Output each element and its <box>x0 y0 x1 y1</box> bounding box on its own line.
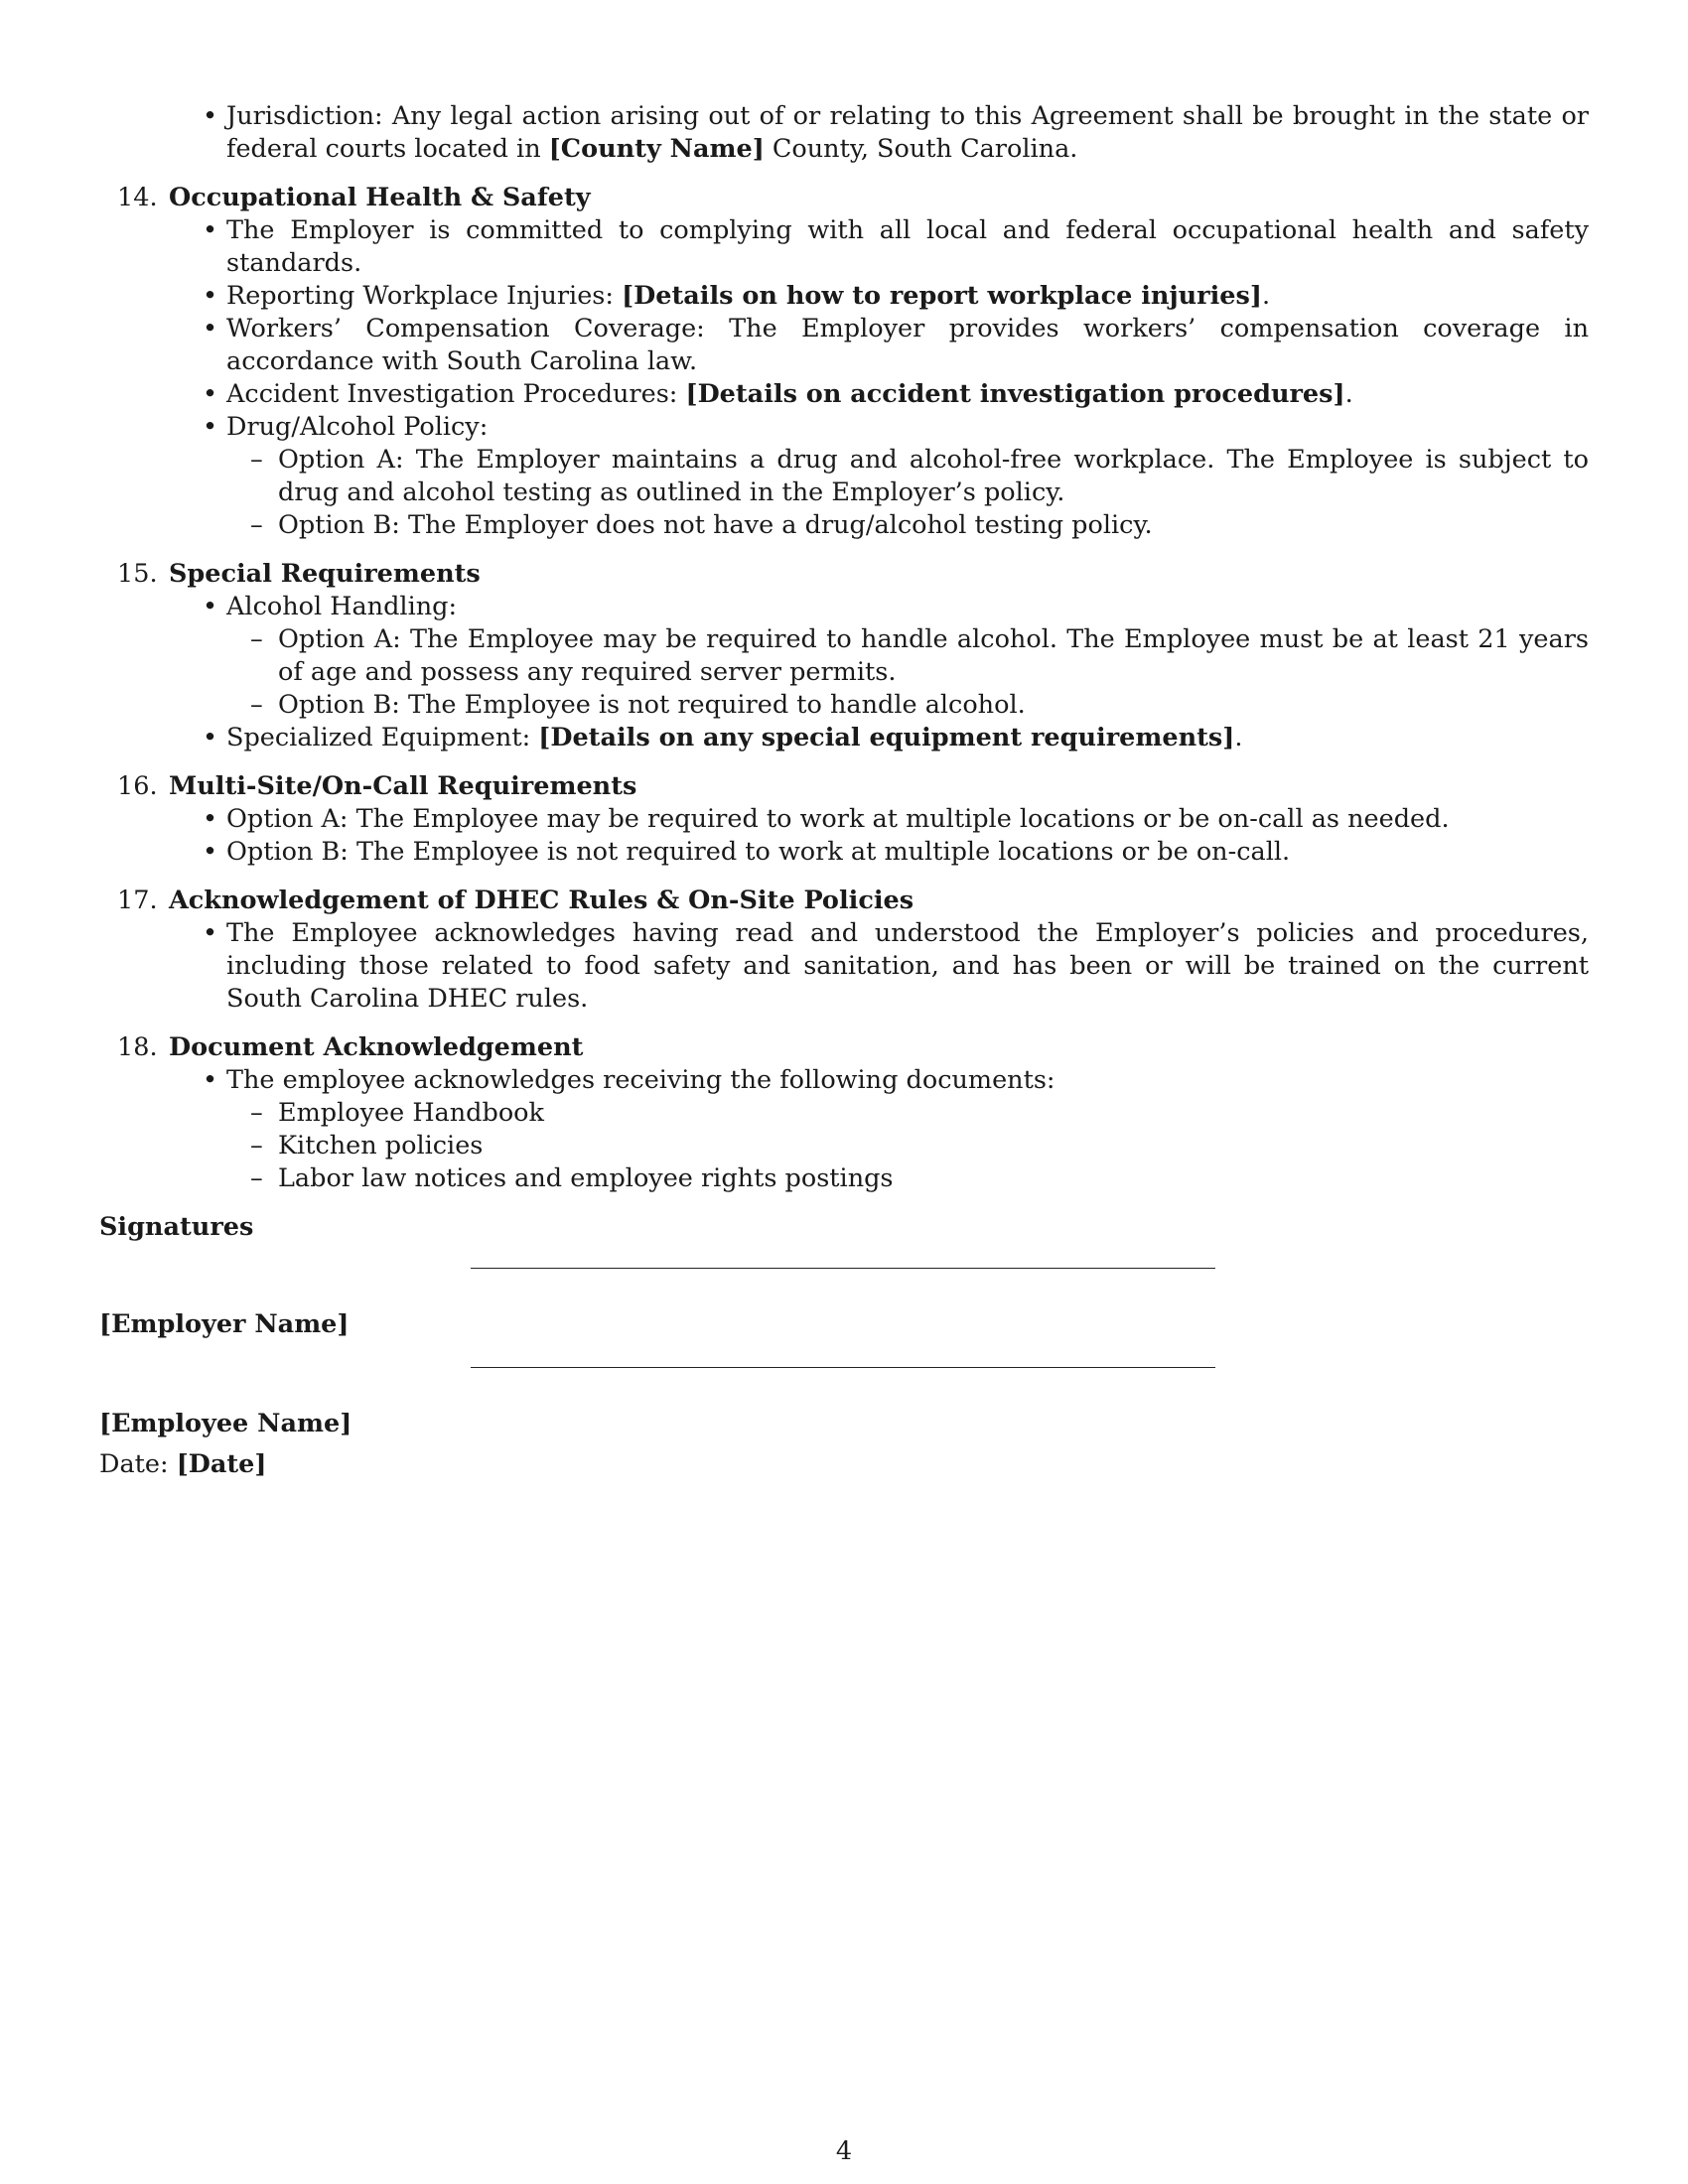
item-label: Alcohol Handling: <box>226 592 458 621</box>
section-title: Document Acknowledgement <box>169 1032 584 1062</box>
section-number: 15. <box>117 559 158 589</box>
employee-name-placeholder: [Employee Name] <box>99 1409 352 1438</box>
section-16-list <box>226 803 1589 869</box>
equipment-details-placeholder: [Details on any special equipment requirements] <box>538 723 1235 752</box>
injury-details-placeholder: [Details on how to report workplace injuries] <box>622 281 1262 311</box>
drug-policy-options <box>278 444 1589 542</box>
county-placeholder: [County Name] <box>548 134 765 164</box>
signatures-heading: Signatures <box>99 1212 254 1242</box>
option-item: – Option B: The Employee is not required to handle alcohol. <box>278 689 1589 722</box>
document-content <box>99 100 1589 1481</box>
item-suffix: . <box>1234 723 1243 752</box>
accident-details-placeholder: [Details on accident investigation procedures] <box>685 379 1345 409</box>
section-number: 18. <box>117 1032 158 1062</box>
jurisdiction-suffix: County, South Carolina. <box>764 134 1078 164</box>
document-item: – Employee Handbook <box>278 1097 1589 1130</box>
section-number: 16. <box>117 771 158 801</box>
option-item: – Option A: The Employer maintains a drug and alcohol-free workplace. The Employee is subject to drug and alcohol testing as outlined in the Employer’s policy. <box>278 444 1589 509</box>
item-label: The employee acknowledges receiving the following documents: <box>226 1065 1055 1095</box>
document-item: – Kitchen policies <box>278 1130 1589 1162</box>
section-15-heading <box>117 558 1589 591</box>
page-number: 4 <box>835 2136 853 2166</box>
list-item <box>226 378 1589 411</box>
list-item <box>226 722 1589 754</box>
list-item: • The Employee acknowledges having read and understood the Employer’s policies and procedures, including those related to food safety and sanitation, and has been or will be trained on the current South Carolina DHEC rules. <box>226 917 1589 1016</box>
section-title: Multi-Site/On-Call Requirements <box>169 771 637 801</box>
list-item <box>226 1064 1589 1195</box>
list-item: • Option B: The Employee is not required to work at multiple locations or be on-call. <box>226 836 1589 869</box>
section-18-heading <box>117 1031 1589 1064</box>
item-suffix: . <box>1261 281 1271 311</box>
list-item <box>226 280 1589 313</box>
item-label: Reporting Workplace Injuries: <box>226 281 623 311</box>
section-title: Occupational Health & Safety <box>169 183 591 212</box>
employee-signature-line <box>471 1367 1215 1368</box>
option-item: – Option A: The Employee may be required to handle alcohol. The Employee must be at least 21 years of age and possess any required server permits. <box>278 623 1589 689</box>
list-item <box>226 411 1589 542</box>
employer-signature-block <box>99 1244 1589 1343</box>
section-14-list <box>226 214 1589 542</box>
section-15-list <box>226 591 1589 754</box>
item-suffix: . <box>1344 379 1353 409</box>
employer-signature-line <box>471 1268 1215 1269</box>
section-number: 14. <box>117 183 158 212</box>
alcohol-handling-options <box>278 623 1589 722</box>
item-label: Accident Investigation Procedures: <box>226 379 686 409</box>
employee-signature-block <box>99 1343 1589 1442</box>
date-label: Date: <box>99 1449 177 1479</box>
list-item: • Workers’ Compensation Coverage: The Employer provides workers’ compensation coverage in accordance with South Carolina law. <box>226 313 1589 378</box>
jurisdiction-list <box>226 100 1589 166</box>
section-title: Acknowledgement of DHEC Rules & On-Site Policies <box>169 886 914 915</box>
jurisdiction-item <box>226 100 1589 166</box>
documents-list <box>278 1097 1589 1195</box>
item-label: Drug/Alcohol Policy: <box>226 412 489 442</box>
section-number: 17. <box>117 886 158 915</box>
section-14-heading <box>117 182 1589 214</box>
section-16-heading <box>117 770 1589 803</box>
item-label: Specialized Equipment: <box>226 723 539 752</box>
section-title: Special Requirements <box>169 559 481 589</box>
section-17-heading <box>117 885 1589 917</box>
date-line <box>99 1448 1589 1481</box>
section-18-list <box>226 1064 1589 1195</box>
list-item: • Option A: The Employee may be required to work at multiple locations or be on-call as needed. <box>226 803 1589 836</box>
option-item: – Option B: The Employer does not have a drug/alcohol testing policy. <box>278 509 1589 542</box>
section-17-list <box>226 917 1589 1016</box>
jurisdiction-text: Jurisdiction: Any legal action arising out of or relating to this Agreement shall be brought in the state or federal courts located in <box>226 101 1589 164</box>
date-placeholder: [Date] <box>176 1449 267 1479</box>
list-item <box>226 591 1589 722</box>
list-item: • The Employer is committed to complying with all local and federal occupational health and safety standards. <box>226 214 1589 280</box>
document-item: – Labor law notices and employee rights postings <box>278 1162 1589 1195</box>
employer-name-placeholder: [Employer Name] <box>99 1309 350 1339</box>
